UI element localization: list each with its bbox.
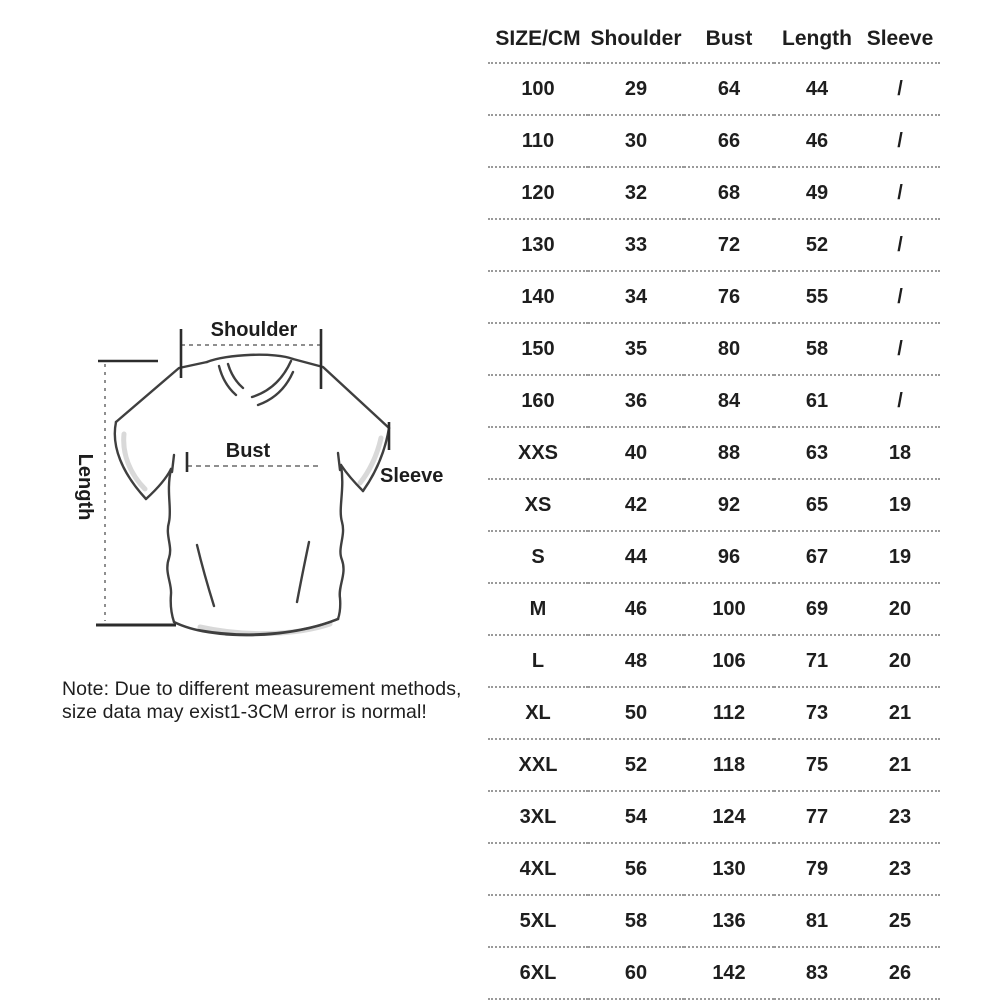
size-cell: 6XL — [488, 947, 588, 999]
shoulder-cell: 32 — [588, 167, 684, 219]
shoulder-cell: 40 — [588, 427, 684, 479]
bust-cell: 84 — [684, 375, 774, 427]
sleeve-cell: / — [860, 219, 940, 271]
shoulder-cell: 60 — [588, 947, 684, 999]
size-cell: 140 — [488, 271, 588, 323]
bust-cell: 136 — [684, 895, 774, 947]
size-cell: XS — [488, 479, 588, 531]
length-cell: 73 — [774, 687, 860, 739]
header-length: Length — [774, 16, 860, 63]
left-fold — [197, 545, 214, 606]
right-fold — [297, 542, 309, 602]
size-table-row — [488, 427, 940, 479]
size-cell: S — [488, 531, 588, 583]
size-table-body — [488, 63, 940, 999]
shoulder-cell: 48 — [588, 635, 684, 687]
measurement-note — [62, 678, 462, 724]
size-table-row — [488, 791, 940, 843]
size-cell: 130 — [488, 219, 588, 271]
left-body-side — [167, 469, 174, 622]
sleeve-cell: 23 — [860, 791, 940, 843]
sleeve-cell: 20 — [860, 583, 940, 635]
size-table-row — [488, 63, 940, 115]
length-cell: 79 — [774, 843, 860, 895]
bust-cell: 92 — [684, 479, 774, 531]
bust-cell: 88 — [684, 427, 774, 479]
bust-cell: 130 — [684, 843, 774, 895]
length-cell: 52 — [774, 219, 860, 271]
sleeve-cell: 18 — [860, 427, 940, 479]
sleeve-cell: 19 — [860, 531, 940, 583]
bust-cell: 118 — [684, 739, 774, 791]
length-cell: 58 — [774, 323, 860, 375]
shoulder-cell: 52 — [588, 739, 684, 791]
bust-cell: 80 — [684, 323, 774, 375]
sleeve-cell: / — [860, 115, 940, 167]
shoulder-cell: 42 — [588, 479, 684, 531]
size-cell: 100 — [488, 63, 588, 115]
bust-cell: 64 — [684, 63, 774, 115]
header-sleeve: Sleeve — [860, 16, 940, 63]
sleeve-cell: 21 — [860, 739, 940, 791]
note-line-2: size data may exist1-3CM error is normal! — [62, 701, 427, 723]
size-table-row — [488, 167, 940, 219]
bust-cell: 112 — [684, 687, 774, 739]
shoulder-cell: 35 — [588, 323, 684, 375]
length-cell: 44 — [774, 63, 860, 115]
length-cell: 67 — [774, 531, 860, 583]
size-table-row — [488, 635, 940, 687]
shoulder-cell: 33 — [588, 219, 684, 271]
left-armpit-tick — [172, 455, 174, 472]
right-body-side — [338, 465, 344, 619]
collar-top — [207, 355, 293, 362]
left-underarm — [146, 469, 171, 499]
sleeve-cell: 26 — [860, 947, 940, 999]
bust-cell: 72 — [684, 219, 774, 271]
length-cell: 63 — [774, 427, 860, 479]
length-cell: 49 — [774, 167, 860, 219]
size-table-row — [488, 115, 940, 167]
collar-rib-left — [219, 366, 236, 395]
size-cell: XXL — [488, 739, 588, 791]
size-table-row — [488, 219, 940, 271]
size-table-row — [488, 687, 940, 739]
note-line-1: Note: Due to different measurement methods, — [62, 678, 462, 700]
length-cell: 71 — [774, 635, 860, 687]
tshirt-outline — [115, 355, 389, 635]
shoulder-cell: 56 — [588, 843, 684, 895]
sleeve-cell: / — [860, 323, 940, 375]
size-table-row — [488, 843, 940, 895]
shoulder-cell: 54 — [588, 791, 684, 843]
length-cell: 61 — [774, 375, 860, 427]
size-cell: 150 — [488, 323, 588, 375]
shoulder-cell: 44 — [588, 531, 684, 583]
size-cell: 160 — [488, 375, 588, 427]
measurement-annotations — [96, 329, 389, 625]
size-table-row — [488, 271, 940, 323]
sleeve-cell: / — [860, 271, 940, 323]
collar-rib-right — [252, 361, 291, 397]
shoulder-label: Shoulder — [210, 319, 298, 341]
bust-cell: 96 — [684, 531, 774, 583]
size-cell: 3XL — [488, 791, 588, 843]
sleeve-cell: 21 — [860, 687, 940, 739]
length-cell: 83 — [774, 947, 860, 999]
right-underarm — [341, 465, 363, 491]
length-label: Length — [74, 453, 96, 521]
length-cell: 55 — [774, 271, 860, 323]
size-cell: 4XL — [488, 843, 588, 895]
shoulder-cell: 58 — [588, 895, 684, 947]
size-table-row — [488, 947, 940, 999]
right-shoulder — [293, 359, 389, 428]
right-armpit-tick — [338, 453, 340, 470]
size-cell: M — [488, 583, 588, 635]
shoulder-cell: 34 — [588, 271, 684, 323]
size-cell: XXS — [488, 427, 588, 479]
bust-cell: 66 — [684, 115, 774, 167]
bust-cell: 106 — [684, 635, 774, 687]
size-table-row — [488, 323, 940, 375]
shoulder-cell: 29 — [588, 63, 684, 115]
sleeve-label: Sleeve — [380, 465, 444, 487]
bust-cell: 76 — [684, 271, 774, 323]
sleeve-cell: / — [860, 375, 940, 427]
sleeve-cell: / — [860, 63, 940, 115]
length-cell: 77 — [774, 791, 860, 843]
sleeve-cell: / — [860, 167, 940, 219]
collar-rib-right2 — [258, 372, 293, 405]
size-table-row — [488, 479, 940, 531]
sleeve-cell: 23 — [860, 843, 940, 895]
shoulder-cell: 36 — [588, 375, 684, 427]
header-size-cm: SIZE/CM — [488, 16, 588, 63]
size-cell: 120 — [488, 167, 588, 219]
sleeve-cell: 25 — [860, 895, 940, 947]
size-table-row — [488, 739, 940, 791]
size-table — [488, 16, 940, 1000]
shoulder-cell: 30 — [588, 115, 684, 167]
left-shoulder — [116, 362, 207, 422]
size-table-row — [488, 375, 940, 427]
size-table-header-row — [488, 16, 940, 63]
bust-cell: 124 — [684, 791, 774, 843]
bust-cell: 142 — [684, 947, 774, 999]
length-cell: 81 — [774, 895, 860, 947]
shoulder-cell: 50 — [588, 687, 684, 739]
size-cell: 110 — [488, 115, 588, 167]
length-cell: 46 — [774, 115, 860, 167]
size-table-row — [488, 531, 940, 583]
shoulder-cell: 46 — [588, 583, 684, 635]
length-cell: 75 — [774, 739, 860, 791]
size-cell: L — [488, 635, 588, 687]
size-cell: 5XL — [488, 895, 588, 947]
sleeve-cell: 19 — [860, 479, 940, 531]
tshirt-measurement-diagram — [40, 295, 460, 660]
bust-cell: 100 — [684, 583, 774, 635]
bust-cell: 68 — [684, 167, 774, 219]
size-table-row — [488, 895, 940, 947]
size-cell: XL — [488, 687, 588, 739]
collar-rib-left2 — [228, 364, 243, 388]
length-cell: 65 — [774, 479, 860, 531]
length-cell: 69 — [774, 583, 860, 635]
bust-label: Bust — [225, 440, 271, 462]
header-shoulder: Shoulder — [588, 16, 684, 63]
header-bust: Bust — [684, 16, 774, 63]
sleeve-cell: 20 — [860, 635, 940, 687]
size-table-row — [488, 583, 940, 635]
